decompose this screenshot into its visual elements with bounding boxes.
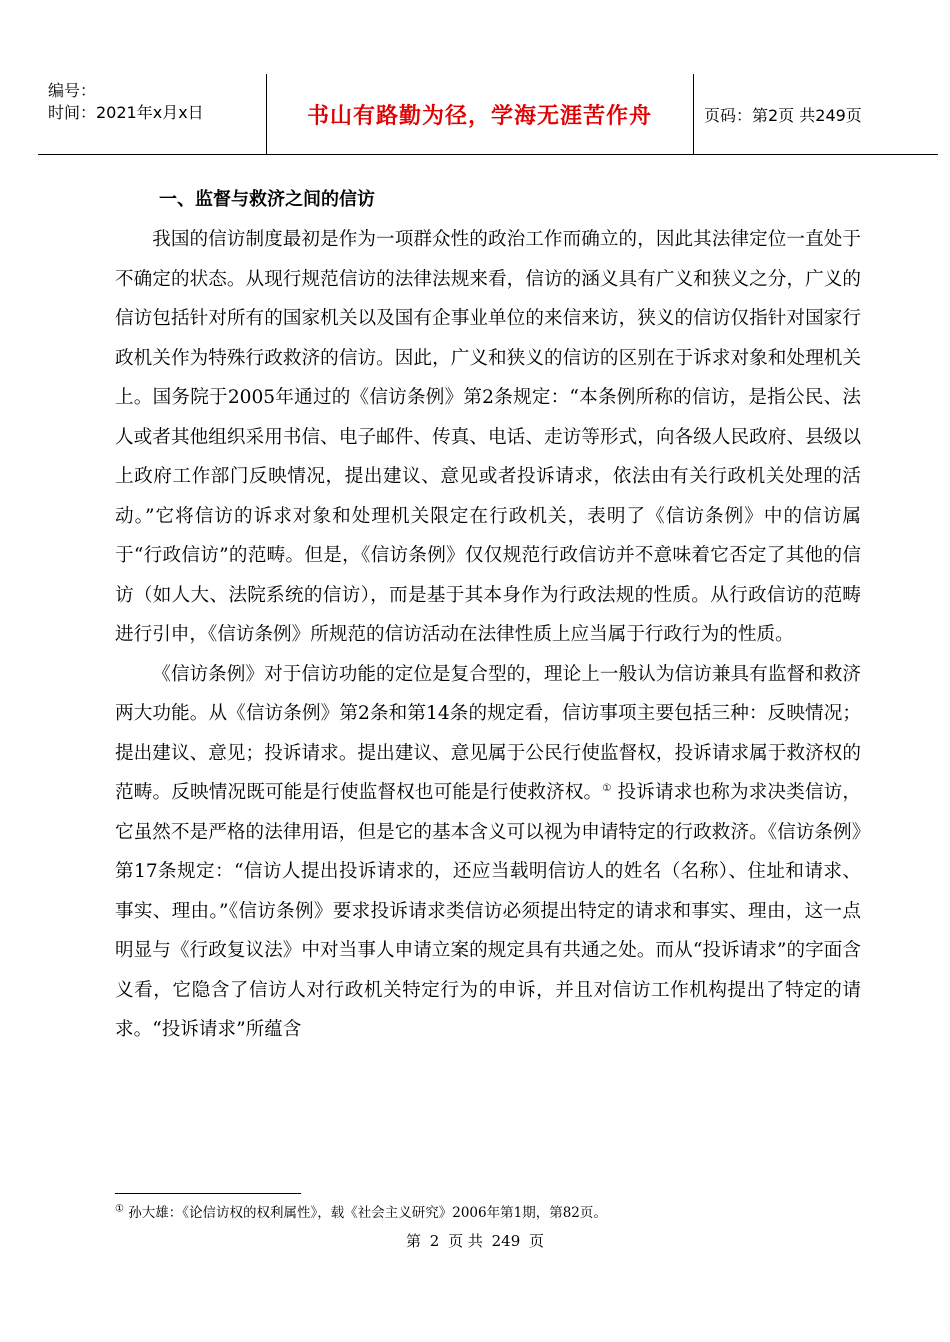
footer-middle: 页 共 [448,1232,483,1250]
page-header [38,74,938,155]
header-page-info: 页码：第2页 共249页 [704,105,862,125]
paragraph-text: 投诉请求也称为求决类信访，它虽然不是严格的法律用语，但是它的基本含义可以视为申请特定的行政救济。《信访条例》第17条规定：“信访人提出投诉请求的，还应当载明信访人的姓名（名称）、住址和请求、事实、理由。”《信访条例》要求投诉请求类信访必须提出特定的请求和事实、理由，这一点明显与《行政复议法》中对当事人申请立案的规定具有共通之处。而从“投诉请求”的字面含义看，它隐含了信访人对行政机关特定行为的申诉，并且对信访工作机构提出了特定的请求。“投诉请求”所蕴含 [115,782,861,1040]
footer-total-pages: 249 [491,1232,521,1250]
footnote-mark: ① [115,1203,124,1215]
footer-suffix: 页 [529,1232,545,1250]
body-paragraph: 我国的信访制度最初是作为一项群众性的政治工作而确立的，因此其法律定位一直处于不确定的状态。从现行规范信访的法律法规来看，信访的涵义具有广义和狭义之分，广义的信访包括针对所有的国家机关以及国有企事业单位的来信来访，狭义的信访仅指针对国家行政机关作为特殊行政救济的信访。因此，广义和狭义的信访的区别在于诉求对象和处理机关上。国务院于2005年通过的《信访条例》第2条规定：“本条例所称的信访，是指公民、法人或者其他组织采用书信、电子邮件、传真、电话、走访等形式，向各级人民政府、县级以上政府工作部门反映情况，提出建议、意见或者投诉请求，依法由有关行政机关处理的活动。”它将信访的诉求对象和处理机关限定在行政机关，表明了《信访条例》中的信访属于“行政信访”的范畴。但是，《信访条例》仅仅规范行政信访并不意味着它否定了其他的信访（如人大、法院系统的信访），而是基于其本身作为行政法规的性质。从行政信访的范畴进行引申，《信访条例》所规范的信访活动在法律性质上应当属于行政行为的性质。 [115,229,861,645]
footer-prefix: 第 [405,1232,421,1250]
page-footer [0,1230,950,1252]
document-time-label: 时间：2021年x月x日 [48,103,204,122]
section-heading: 一、监督与救济之间的信访 [159,189,375,210]
document-body [115,180,861,1050]
footnote-reference[interactable]: ① [602,782,612,794]
footnote-separator [115,1193,301,1194]
paragraph-text: 《信访条例》对于信访功能的定位是复合型的，理论上一般认为信访兼具有监督和救济两大功能。从《信访条例》第2条和第14条的规定看，信访事项主要包括三种：反映情况；提出建议、意见；投诉请求。提出建议、意见属于公民行使监督权，投诉请求属于救济权的范畴。反映情况既可能是行使监督权也可能是行使救济权。 [115,663,861,803]
footnote [115,1203,875,1223]
body-paragraph [115,655,861,1050]
footer-page-number: 2 [429,1232,440,1250]
footnote-text: 孙大雄：《论信访权的权利属性》，载《社会主义研究》2006年第1期，第82页。 [123,1205,607,1221]
document-number-label: 编号： [48,81,97,100]
header-meta [38,74,266,154]
header-motto: 书山有路勤为径，学海无涯苦作舟 [306,103,652,129]
